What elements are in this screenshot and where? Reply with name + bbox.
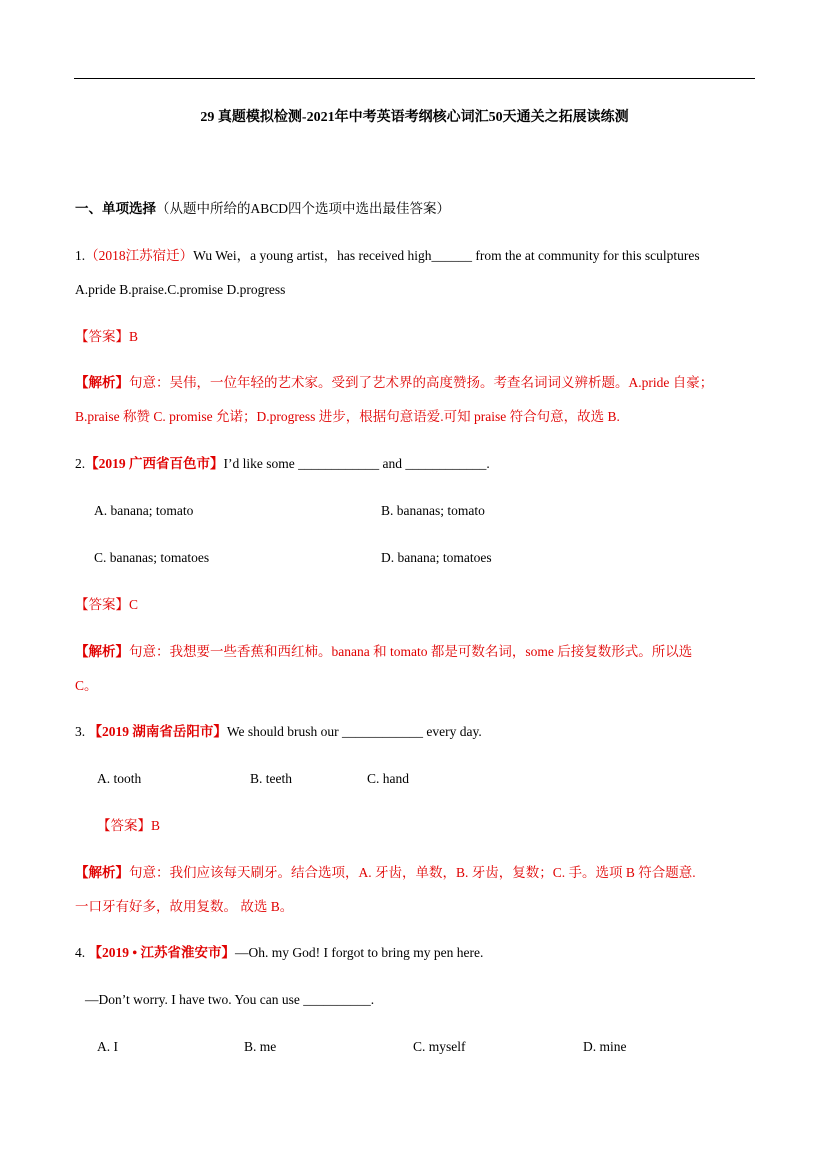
q2-number: 2. [75, 456, 86, 471]
q4-number: 4. [75, 945, 86, 960]
q4-reply: —Don’t worry. I have two. You can use __________. [85, 992, 375, 1007]
q4-option-a: A. I [97, 1039, 118, 1054]
q4-option-c: C. myself [413, 1039, 466, 1054]
q3-option-c: C. hand [367, 771, 409, 786]
q1-analysis-label: 【解析】 [75, 375, 129, 390]
q2-stem-line [75, 455, 490, 473]
q2-option-c: C. bananas; tomatoes [94, 550, 210, 565]
q4-option-b: B. me [244, 1039, 277, 1054]
q1-answer: 【答案】B [75, 329, 139, 344]
q2-option-d: D. banana; tomatoes [381, 550, 492, 565]
q4-stem-line [75, 944, 483, 962]
q2-source: 【2019 广西省百色市】 [85, 456, 224, 471]
q2-analysis-line1 [75, 643, 692, 661]
q3-analysis-line1 [75, 864, 696, 882]
q2-analysis-text1: 句意：我想要一些香蕉和西红柿。banana 和 tomato 都是可数名词，some 后接复数形式。所以选 [129, 644, 693, 659]
q3-option-b: B. teeth [250, 771, 292, 786]
q1-number: 1. [75, 248, 86, 263]
q2-analysis-line2: C。 [75, 678, 98, 693]
q1-stem: Wu Wei，a young artist，has received high______ from the at community for this sculptures [193, 248, 700, 263]
q1-source: （2018江苏宿迁） [85, 248, 194, 263]
q3-stem: We should brush our ____________ every day. [226, 724, 482, 739]
section-note: （从题中所给的ABCD四个选项中选出最佳答案） [156, 201, 451, 216]
q2-option-b: B. bananas; tomato [381, 503, 485, 518]
q3-analysis-line2: 一口牙有好多，故用复数。 故选 B。 [75, 899, 294, 914]
q1-options: A.pride B.praise.C.promise D.progress [75, 282, 286, 297]
q2-stem: I’d like some ____________ and ____________. [223, 456, 490, 471]
section-heading [75, 200, 450, 218]
q3-analysis-text1: 句意：我们应该每天刷牙。结合选项，A. 牙齿，单数，B. 牙齿，复数；C. 手。选项 B 符合题意. [129, 865, 696, 880]
q3-number: 3. [75, 724, 86, 739]
q2-analysis-label: 【解析】 [75, 644, 129, 659]
q1-analysis-line1 [75, 374, 713, 392]
q3-option-a: A. tooth [97, 771, 142, 786]
q2-option-a: A. banana; tomato [94, 503, 194, 518]
header-rule [74, 78, 755, 79]
q3-source: 【2019 湖南省岳阳市】 [88, 724, 227, 739]
q4-stem: —Oh. my God! I forgot to bring my pen here. [234, 945, 484, 960]
q1-analysis-text1: 句意：吴伟，一位年轻的艺术家。受到了艺术界的高度赞扬。考查名词词义辨析题。A.pride 自豪； [129, 375, 714, 390]
q3-answer: 【答案】B [97, 818, 161, 833]
page-title: 29 真题模拟检测-2021年中考英语考纲核心词汇50天通关之拓展读练测 [200, 110, 629, 125]
q2-answer: 【答案】C [75, 597, 139, 612]
q3-analysis-label: 【解析】 [75, 865, 129, 880]
q4-source: 【2019 • 江苏省淮安市】 [88, 945, 235, 960]
q3-stem-line [75, 723, 482, 741]
section-title: 一、单项选择 [75, 201, 156, 216]
q1-stem-line [75, 247, 700, 265]
q1-analysis-line2: B.praise 称赞 C. promise 允诺；D.progress 进步，根据句意语爱.可知 praise 符合句意，故选 B. [75, 409, 620, 424]
q4-option-d: D. mine [583, 1039, 627, 1054]
